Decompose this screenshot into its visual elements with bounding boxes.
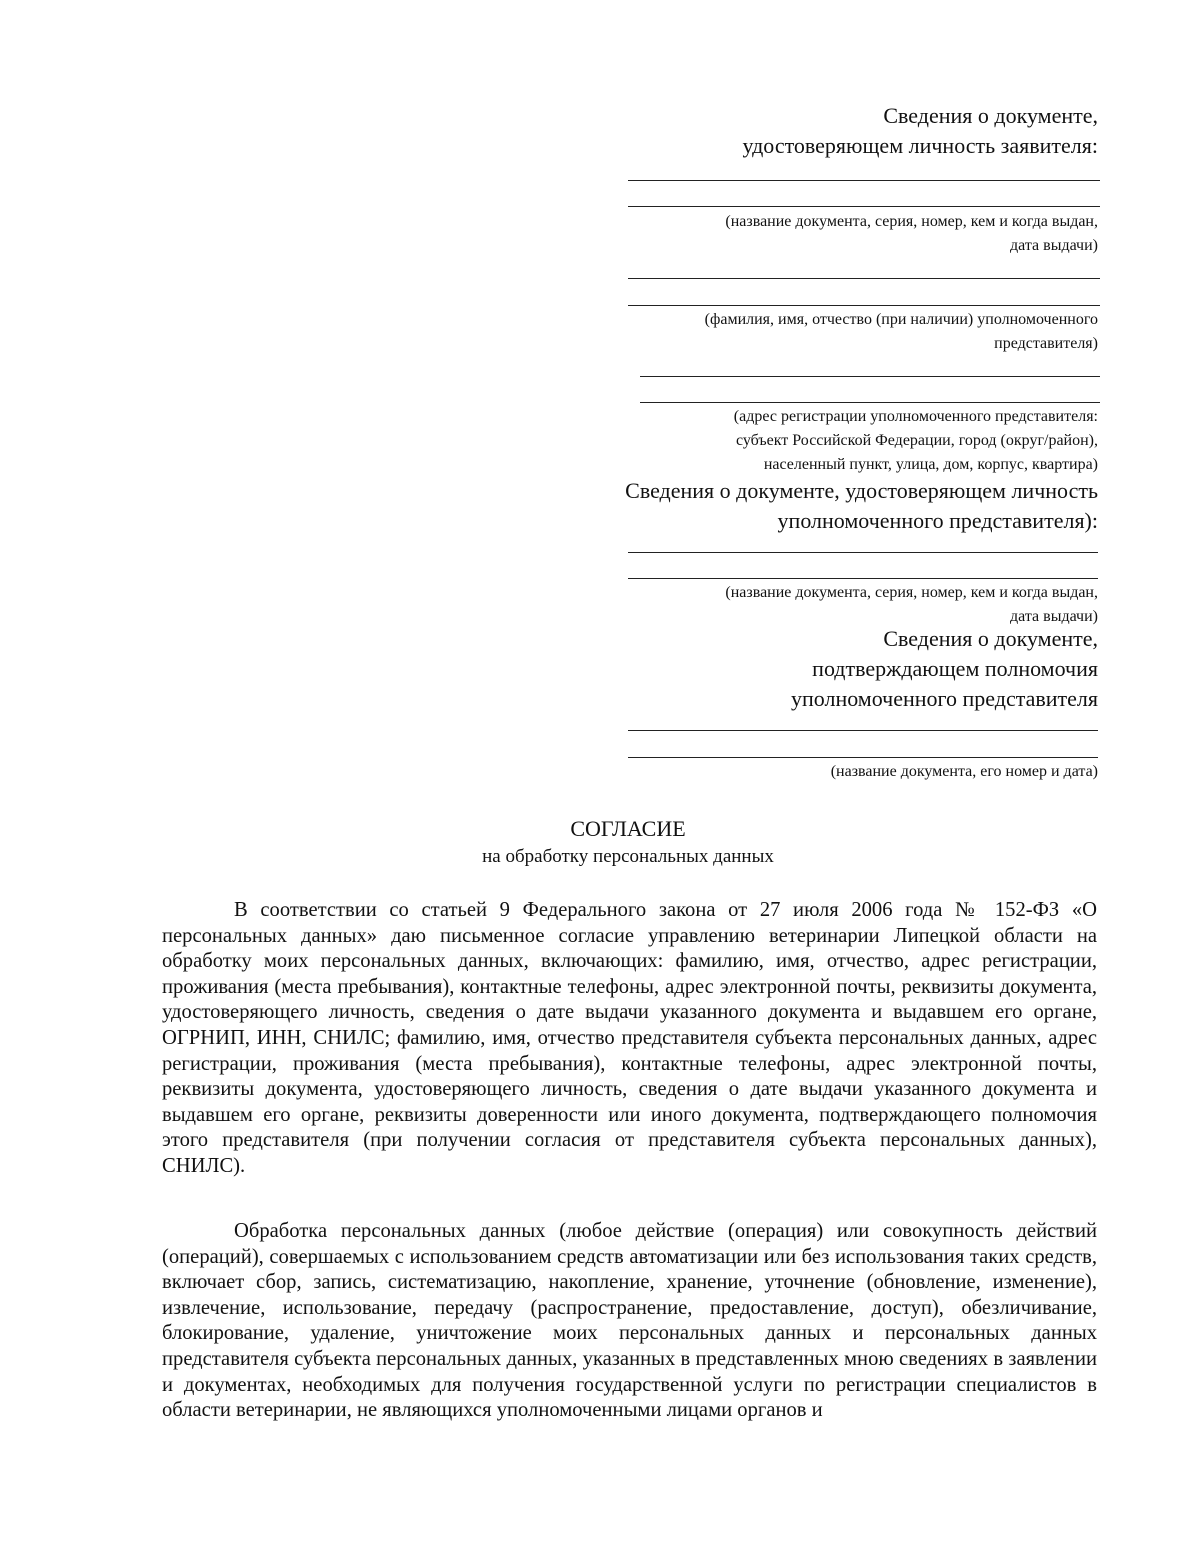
consent-title: СОГЛАСИЕ: [570, 816, 686, 841]
rep-address-blank-line-1: [640, 376, 1100, 377]
applicant-doc-hint: [725, 210, 1098, 258]
applicant-doc-hint-line-2: дата выдачи): [1010, 237, 1098, 254]
consent-paragraph-2: Обработка персональных данных (любое действие (операция) или совокупность действий (операций), совершаемых с использованием средств автоматизации или без использования таких средств, включает сбор, запись, систематизацию, накопление, хранение, уточнение (обновление, изменение), извлечение, использование, передачу (распространение, предоставление, доступ), обезличивание, блокирование, удаление, уничтожение моих персональных данных и персональных данных представителя субъекта персональных данных, указанных в представленных мною сведениях в заявлении и документах, необходимых для получения государственной услуги по регистрации специалистов в области ветеринарии, не являющихся уполномоченными лицами органов и: [162, 1220, 1097, 1422]
rep-doc-title: [625, 476, 1098, 536]
applicant-doc-blank-line-2: [628, 206, 1100, 207]
rep-doc-blank-line-1: [628, 552, 1098, 553]
rep-doc-blank-line-2: [628, 578, 1098, 579]
authority-doc-hint-line: (название документа, его номер и дата): [830, 763, 1098, 780]
consent-subtitle: на обработку персональных данных: [482, 846, 774, 867]
rep-address-hint: [734, 405, 1098, 477]
rep-address-hint-line-3: населенный пункт, улица, дом, корпус, квартира): [763, 456, 1098, 473]
authority-doc-title-line-1: Сведения о документе,: [883, 626, 1098, 651]
rep-name-hint: [705, 308, 1098, 356]
applicant-doc-title-line-2: удостоверяющем личность заявителя:: [742, 133, 1098, 158]
authority-doc-blank-line-1: [628, 730, 1098, 731]
applicant-doc-blank-line-1: [628, 180, 1100, 181]
authority-doc-hint: [831, 760, 1098, 784]
rep-doc-hint: [725, 581, 1098, 629]
applicant-doc-title: [742, 101, 1098, 161]
authority-doc-title: [791, 624, 1098, 714]
rep-name-blank-line-2: [628, 305, 1100, 306]
applicant-doc-hint-line-1: (название документа, серия, номер, кем и когда выдан,: [725, 213, 1098, 230]
authority-doc-blank-line-2: [628, 757, 1098, 758]
rep-doc-hint-line-1: (название документа, серия, номер, кем и когда выдан,: [725, 584, 1098, 601]
rep-name-hint-line-2: представителя): [994, 335, 1098, 352]
rep-name-hint-line-1: (фамилия, имя, отчество (при наличии) уполномоченного: [704, 311, 1098, 328]
authority-doc-title-line-2: подтверждающем полномочия: [812, 656, 1098, 681]
consent-paragraph-1: В соответствии со статьей 9 Федерального закона от 27 июля 2006 года № 152-ФЗ «О персональных данных» даю письменное согласие управлению ветеринарии Липецкой области на обработку моих персональных данных, включающих: фамилию, имя, отчество, адрес регистрации, проживания (места пребывания), контактные телефоны, адрес электронной почты, реквизиты документа, удостоверяющего личность, сведения о дате выдачи указанного документа и выдавшем его органе, ОГРНИП, ИНН, СНИЛС; фамилию, имя, отчество представителя субъекта персональных данных, адрес регистрации, проживания (места пребывания), контактные телефоны, адрес электронной почты, реквизиты документа, удостоверяющего личность, сведения о дате выдачи указанного документа и выдавшем его органе, реквизиты доверенности или иного документа, подтверждающего полномочия этого представителя (при получении согласия от представителя субъекта персональных данных), СНИЛС).: [162, 899, 1097, 1177]
authority-doc-title-line-3: уполномоченного представителя: [790, 686, 1098, 711]
rep-address-blank-line-2: [640, 402, 1100, 403]
rep-doc-title-line-2: уполномоченного представителя):: [777, 508, 1098, 533]
applicant-doc-title-line-1: Сведения о документе,: [883, 103, 1098, 128]
rep-address-hint-line-2: субъект Российской Федерации, город (округ/район),: [735, 432, 1098, 449]
rep-doc-hint-line-2: дата выдачи): [1010, 608, 1098, 625]
rep-name-blank-line-1: [628, 278, 1100, 279]
rep-doc-title-line-1: Сведения о документе, удостоверяющем личность: [625, 478, 1098, 503]
rep-address-hint-line-1: (адрес регистрации уполномоченного представителя:: [733, 408, 1098, 425]
